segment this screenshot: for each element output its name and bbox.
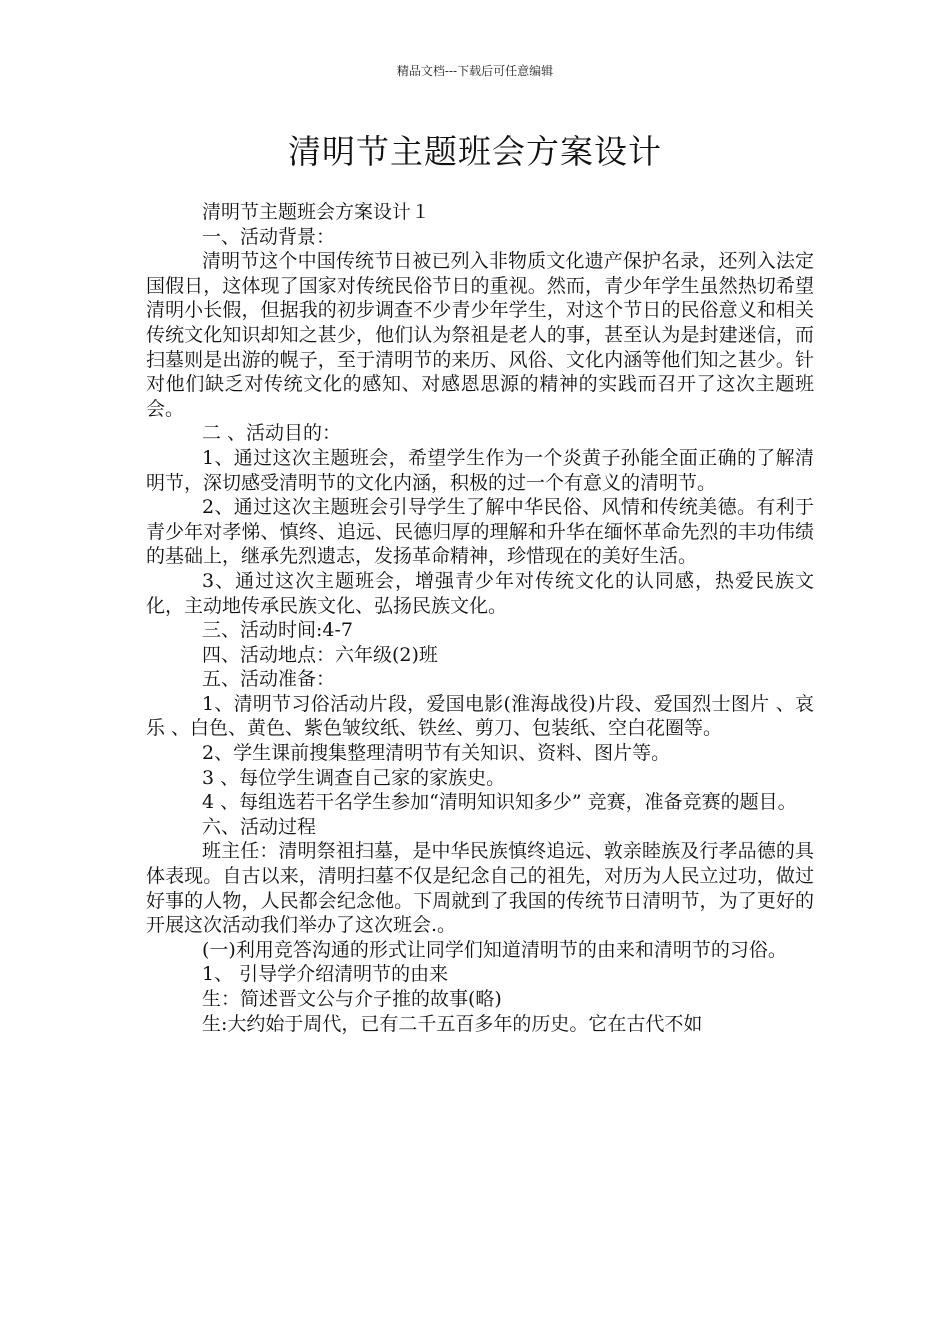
section-heading: 二 、活动目的：: [202, 422, 342, 445]
body-paragraph: 2、通过这次主题班会引导学生了解中华民俗、风情和传统美德。有利于青少年对孝悌、慎终、追远、民德归厚的理解和升华在缅怀革命先烈的丰功伟绩的基础上，继承先烈遗志，发扬革命精神，珍惜现在的美好生活。: [146, 496, 814, 568]
section-heading: 一、活动背景：: [202, 225, 336, 248]
body-paragraph: 2、学生课前搜集整理清明节有关知识、资料、图片等。: [202, 742, 671, 765]
body-paragraph: 4 、每组选若干名学生参加“清明知识知多少” 竞赛，准备竞赛的题目。: [202, 791, 797, 814]
body-paragraph: 生：简述晋文公与介子推的故事(略): [202, 988, 502, 1010]
section-heading: 六、活动过程: [202, 815, 317, 838]
section-heading: 五、活动准备：: [202, 668, 336, 691]
subtitle-paragraph: 清明节主题班会方案设计１: [202, 201, 431, 223]
body-paragraph: 1、通过这次主题班会，希望学生作为一个炎黄子孙能全面正确的了解清明节，深切感受清明节的文化内涵，积极的过一个有意义的清明节。: [146, 446, 814, 494]
body-paragraph: 1、 引导学介绍清明节的由来: [202, 963, 449, 986]
document-body: [146, 200, 814, 1036]
section-heading: 三、活动时间:4-7: [202, 619, 353, 642]
document-title: 清明节主题班会方案设计: [288, 132, 662, 171]
body-paragraph: 清明节这个中国传统节日被已列入非物质文化遗产保护名录，还列入法定国假日，这体现了国家对传统民俗节日的重视。然而，青少年学生虽然热切希望清明小长假，但据我的初步调查不少青少年学生，对这个节日的民俗意义和相关传统文化知识却知之甚少，他们认为祭祖是老人的事，甚至认为是封建迷信，而扫墓则是出游的幌子，至于清明节的来历、风俗、文化内涵等他们知之甚少。针对他们缺乏对传统文化的感知、对感恩思源的精神的实践而召开了这次主题班会。: [146, 250, 814, 420]
body-paragraph: 1、清明节习俗活动片段，爱国电影(淮海战役)片段、爱国烈士图片 、哀乐 、白色、黄色、紫色皱纹纸、铁丝、剪刀、包装纸、空白花圈等。: [146, 692, 814, 740]
body-paragraph: 生:大约始于周代，已有二千五百多年的历史。它在古代不如: [202, 1012, 703, 1035]
body-paragraph: 班主任：清明祭祖扫墓，是中华民族慎终追远、敦亲睦族及行孝品德的具体表现。自古以来，清明扫墓不仅是纪念自己的祖先，对历为人民立过功，做过好事的人物，人民都会纪念他。下周就到了我国的传统节日清明节，为了更好的开展这次活动我们举办了这次班会.。: [146, 840, 814, 937]
header-note: 精品文档---下载后可任意编辑: [396, 64, 554, 78]
body-paragraph: (一)利用竞答沟通的形式让同学们知道清明节的由来和清明节的习俗。: [202, 938, 787, 961]
body-paragraph: 3、通过这次主题班会，增强青少年对传统文化的认同感，热爱民族文化，主动地传承民族文化、弘扬民族文化。: [146, 569, 814, 617]
body-paragraph: 3 、每位学生调查自己家的家族史。: [202, 766, 506, 789]
section-heading: 四、活动地点：六年级(2)班: [202, 643, 438, 666]
